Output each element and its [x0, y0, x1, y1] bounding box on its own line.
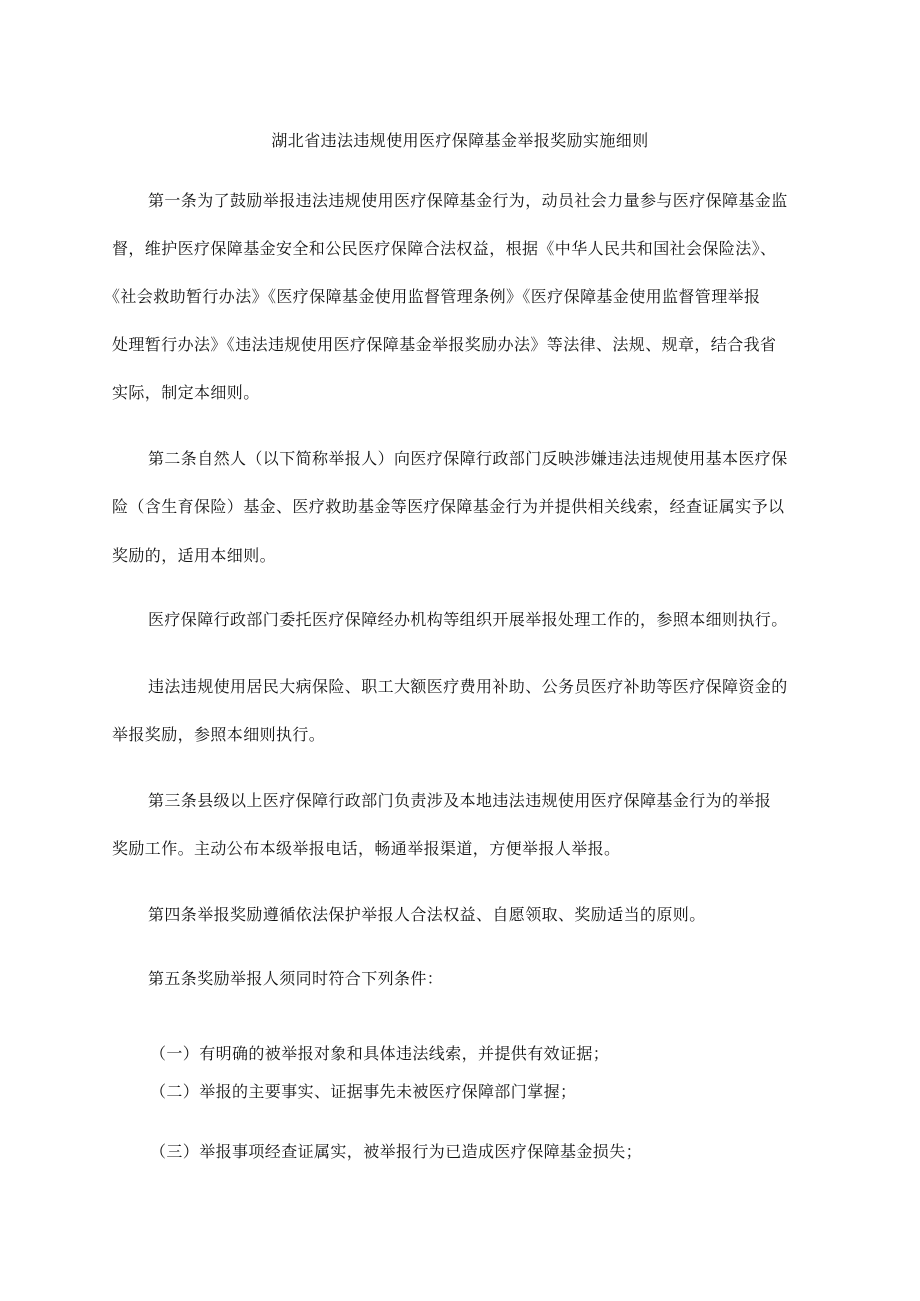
article1-line2: 督，维护医疗保障基金安全和公民医疗保障合法权益，根据《中华人民共和国社会保险法》、 [112, 239, 777, 258]
entrust-paragraph: 医疗保障行政部门委托医疗保障经办机构等组织开展举报处理工作的，参照本细则执行。 [148, 610, 788, 629]
article3-line1: 第三条县级以上医疗保障行政部门负责涉及本地违法违规使用医疗保障基金行为的举报 [148, 791, 772, 810]
article2-line3: 奖励的，适用本细则。 [112, 546, 277, 565]
document-title: 湖北省违法违规使用医疗保障基金举报奖励实施细则 [271, 131, 649, 150]
article4-paragraph: 第四条举报奖励遵循依法保护举报人合法权益、自愿领取、奖励适当的原则。 [148, 905, 706, 924]
article2-line2: 险（含生育保险）基金、医疗救助基金等医疗保障基金行为并提供相关线索，经查证属实予以 [112, 497, 785, 516]
article1-line5: 实际，制定本细则。 [112, 383, 260, 402]
article2-line1: 第二条自然人（以下简称举报人）向医疗保障行政部门反映涉嫌违法违规使用基本医疗保 [148, 449, 788, 468]
other-funds-line2: 举报奖励，参照本细则执行。 [112, 725, 326, 744]
other-funds-line1: 违法违规使用居民大病保险、职工大额医疗费用补助、公务员医疗补助等医疗保障资金的 [148, 677, 788, 696]
article3-line2: 奖励工作。主动公布本级举报电话，畅通举报渠道，方便举报人举报。 [112, 839, 621, 858]
condition-item-2: （二）举报的主要事实、证据事先未被医疗保障部门掌握； [150, 1082, 577, 1101]
article1-line1: 第一条为了鼓励举报违法违规使用医疗保障基金行为，动员社会力量参与医疗保障基金监 [148, 191, 788, 210]
condition-item-1: （一）有明确的被举报对象和具体违法线索，并提供有效证据； [150, 1044, 610, 1063]
article1-line3: 《社会救助暂行办法》《医疗保障基金使用监督管理条例》《医疗保障基金使用监督管理举报 [104, 287, 761, 306]
condition-item-3: （三）举报事项经查证属实，被举报行为已造成医疗保障基金损失； [150, 1142, 643, 1161]
article1-line4: 处理暂行办法》《违法违规使用医疗保障基金举报奖励办法》等法律、法规、规章，结合我省 [112, 335, 777, 354]
article5-paragraph: 第五条奖励举报人须同时符合下列条件： [148, 969, 444, 988]
